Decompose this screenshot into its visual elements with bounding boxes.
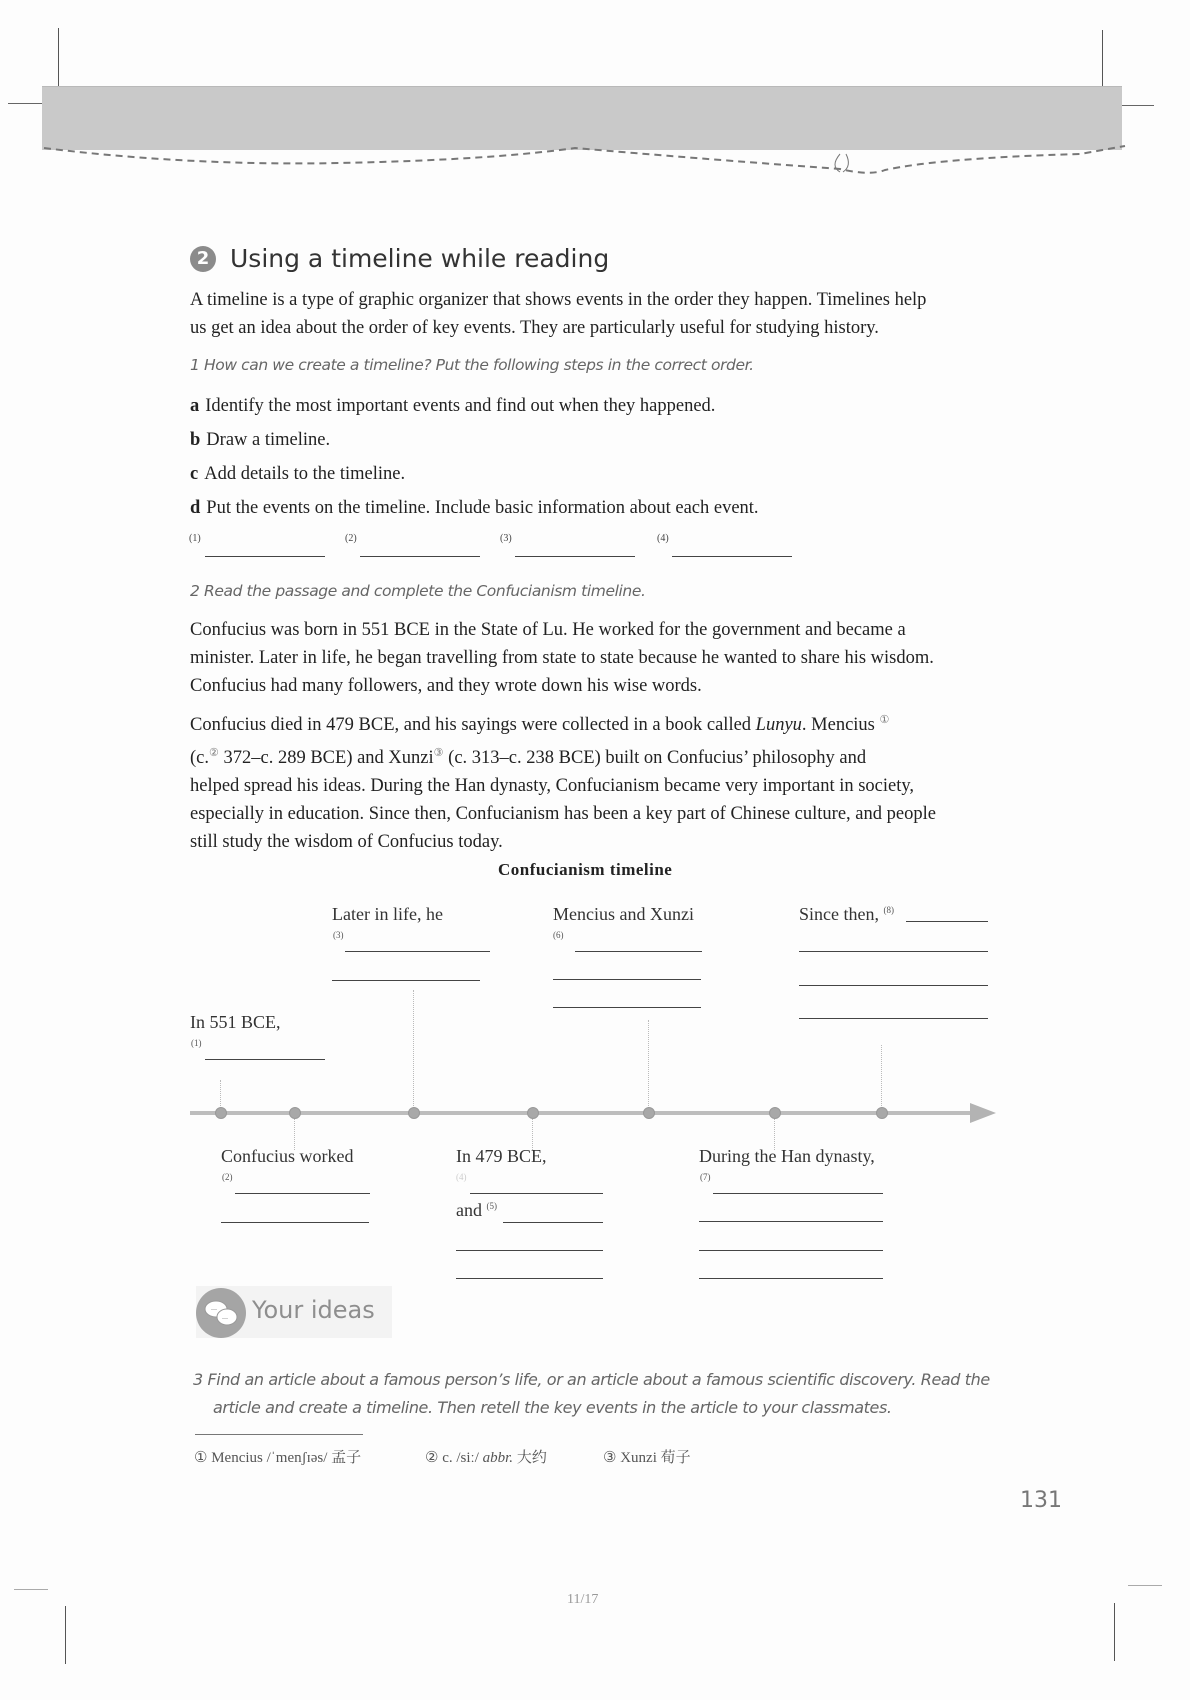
blank-number: (6) — [553, 930, 564, 940]
timeline-blank[interactable] — [221, 1222, 369, 1223]
task2-instruction: 2 Read the passage and complete the Confucianism timeline. — [190, 582, 646, 600]
step-a: a Identify the most important events and find out when they happened. — [190, 396, 716, 416]
blank-number: (1) — [189, 533, 201, 544]
timeline-point — [289, 1107, 301, 1119]
timeline-blank[interactable] — [799, 1018, 988, 1019]
timeline-blank[interactable] — [235, 1193, 370, 1194]
passage-line: helped spread his ideas. During the Han dynasty, Confucianism became very important in society, — [190, 776, 915, 797]
crop-mark — [1128, 1585, 1162, 1586]
intro-paragraph — [190, 286, 926, 342]
passage-line: especially in education. Since then, Confucianism has been a key part of Chinese culture, and people — [190, 804, 936, 825]
your-ideas-label: Your ideas — [252, 1296, 375, 1324]
footnote-1: ① Mencius /ˈmenʃɪəs/ 孟子 — [194, 1450, 362, 1466]
timeline-blank[interactable] — [553, 979, 701, 980]
footnote-marker: ③ — [433, 747, 444, 760]
crop-mark — [14, 1589, 48, 1590]
timeline-blank[interactable] — [345, 951, 490, 952]
blank-number: (1) — [191, 1038, 202, 1048]
timeline-blank[interactable] — [699, 1221, 883, 1222]
timeline-blank[interactable] — [205, 1059, 325, 1060]
answer-blank-3[interactable] — [515, 556, 635, 557]
timeline-blank[interactable] — [470, 1193, 603, 1194]
section-heading — [190, 244, 609, 273]
timeline-blank[interactable] — [456, 1278, 603, 1279]
crop-mark — [1102, 30, 1103, 88]
timeline-axis — [190, 1111, 972, 1115]
blank-number: (4) — [456, 1172, 467, 1182]
passage-line: Confucius died in 479 BCE, and his sayings were collected in a book called Lunyu. Mencius ① — [190, 714, 890, 736]
answer-blank-4[interactable] — [672, 556, 792, 557]
intro-line: us get an idea about the order of key events. They are particularly useful for studying history. — [190, 318, 879, 338]
timeline-blank[interactable] — [575, 951, 702, 952]
task3-instruction: 3 Find an article about a famous person’s life, or an article about a famous scientific discovery. Read the article and create a timeline. Then retell the key events in the article to your classmates. — [193, 1370, 990, 1417]
step-b: b Draw a timeline. — [190, 430, 331, 450]
section-title: Using a timeline while reading — [230, 244, 610, 273]
footnote-3: ③ Xunzi 荀子 — [603, 1450, 691, 1466]
footnote-marker: ① — [879, 714, 890, 726]
passage-line: still study the wisdom of Confucius today. — [190, 832, 503, 853]
crop-mark — [8, 103, 42, 104]
blank-number: (2) — [222, 1172, 233, 1182]
timeline-point — [876, 1107, 888, 1119]
timeline-label: Mencius and Xunzi — [553, 904, 694, 924]
timeline-connector — [413, 990, 414, 1112]
timeline-point — [408, 1107, 420, 1119]
step-d: d Put the events on the timeline. Include basic information about each event. — [190, 498, 759, 518]
footnote-divider — [195, 1434, 363, 1435]
timeline-blank[interactable] — [699, 1278, 883, 1279]
timeline-point — [215, 1107, 227, 1119]
timeline-connector — [648, 1020, 649, 1112]
intro-line: A timeline is a type of graphic organizer that shows events in the order they happen. Timelines help — [190, 290, 927, 310]
crop-mark — [1114, 1603, 1115, 1661]
timeline-label: Since then, $^{(8)}$ — [799, 904, 894, 924]
footnote-marker: ② — [209, 747, 219, 760]
timeline-blank[interactable] — [699, 1250, 883, 1251]
answer-blank-2[interactable] — [360, 556, 480, 557]
speech-bubbles-icon — [196, 1288, 246, 1338]
passage-paragraph-1 — [190, 616, 934, 700]
blank-number: (7) — [700, 1172, 711, 1182]
timeline-label: In 479 BCE, — [456, 1146, 547, 1166]
answer-blank-1[interactable] — [205, 556, 325, 557]
timeline-blank[interactable] — [332, 980, 480, 981]
timeline-connector — [881, 1045, 882, 1112]
timeline-point — [643, 1107, 655, 1119]
blank-number: (3) — [333, 930, 344, 940]
scan-page-indicator: 11/17 — [567, 1592, 599, 1607]
passage-line: (c.② 372–c. 289 BCE) and Xunzi③ (c. 313–c. 238 BCE) built on Confucius’ philosophy and — [190, 747, 867, 769]
passage-line: minister. Later in life, he began travelling from state to state because he wanted to share his wisdom. — [190, 648, 934, 668]
step-c: c Add details to the timeline. — [190, 464, 406, 484]
timeline-blank[interactable] — [553, 1007, 701, 1008]
task1-instruction: 1 How can we create a timeline? Put the following steps in the correct order. — [190, 356, 754, 374]
arrow-right-icon — [970, 1103, 996, 1123]
timeline-blank[interactable] — [503, 1222, 603, 1223]
footnote-2: ② c. /siː/ abbr. 大约 — [425, 1450, 547, 1466]
section-number-badge: 2 — [190, 246, 216, 272]
timeline-blank[interactable] — [713, 1193, 883, 1194]
timeline-blank[interactable] — [799, 985, 988, 986]
blank-number: (3) — [500, 533, 512, 544]
timeline-blank[interactable] — [906, 921, 988, 922]
timeline-blank[interactable] — [799, 951, 988, 952]
timeline-blank[interactable] — [456, 1250, 603, 1251]
crop-mark — [1122, 105, 1154, 106]
blank-number: (2) — [345, 533, 357, 544]
passage-paragraph-2 — [190, 706, 936, 856]
crop-mark — [58, 28, 59, 86]
passage-line: Confucius was born in 551 BCE in the State of Lu. He worked for the government and became a — [190, 620, 906, 640]
timeline-label: In 551 BCE, — [190, 1012, 281, 1032]
dashed-wave-decoration — [40, 140, 1130, 180]
blank-number: (4) — [657, 533, 669, 544]
timeline-label: and $^{(5)}$ — [456, 1200, 497, 1220]
timeline-label: Later in life, he — [332, 904, 443, 924]
timeline-label: During the Han dynasty, — [699, 1146, 875, 1166]
timeline-point — [769, 1107, 781, 1119]
svg-text:...: ... — [222, 1312, 228, 1321]
timeline-label: Confucius worked — [221, 1146, 354, 1166]
timeline-title: Confucianism timeline — [498, 860, 673, 879]
svg-text:...: ... — [211, 1303, 217, 1312]
passage-line: Confucius had many followers, and they wrote down his wise words. — [190, 676, 702, 696]
page-number: 131 — [1020, 1488, 1062, 1513]
crop-mark — [65, 1606, 66, 1664]
timeline-point — [527, 1107, 539, 1119]
